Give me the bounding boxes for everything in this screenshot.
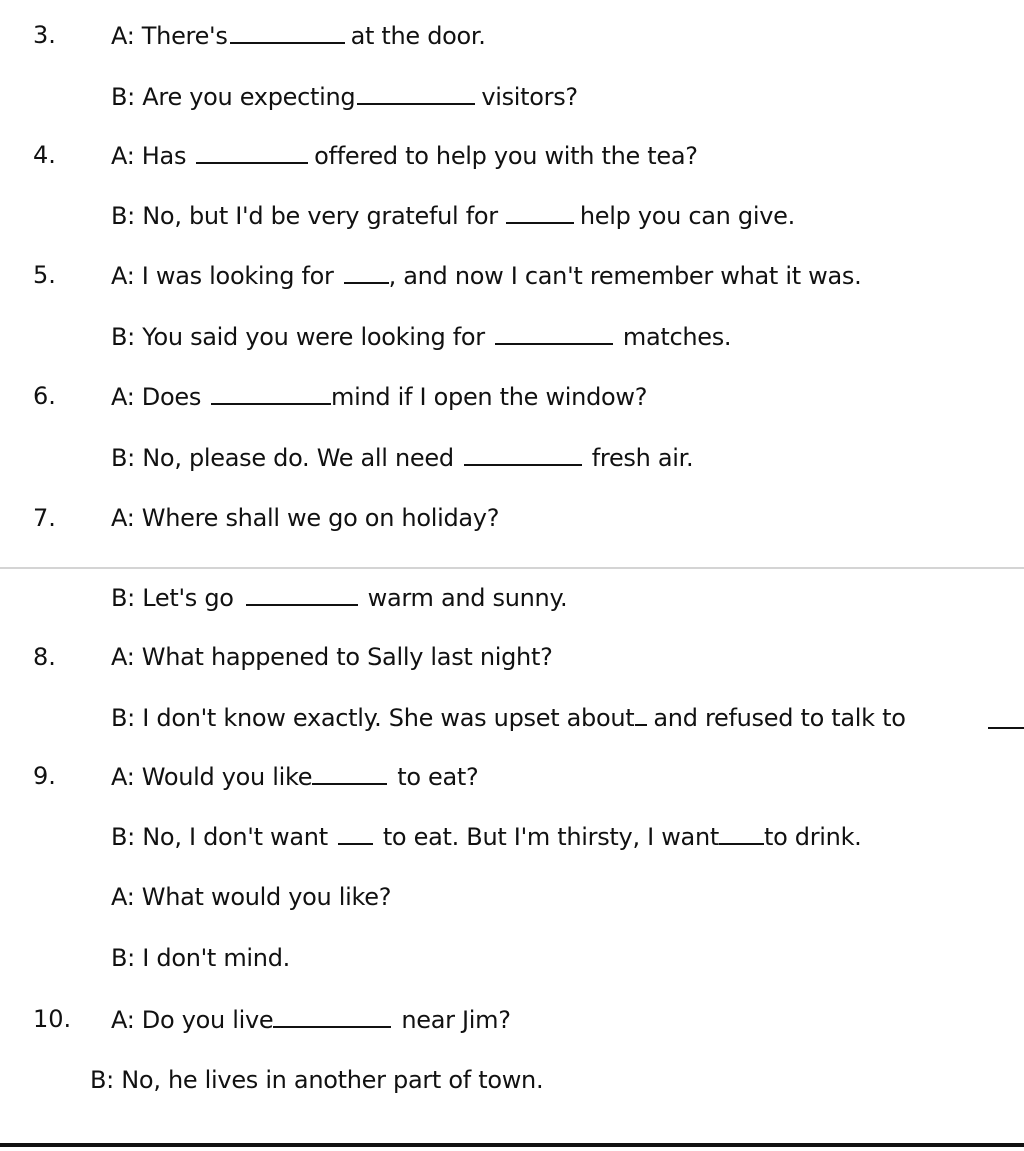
q3-line-b [111, 81, 578, 112]
q10-a-blank [273, 1004, 391, 1028]
q5-b-blank [495, 321, 613, 345]
q3-b-text-after: visitors? [481, 83, 578, 111]
q8-b-text-before: B: I don't know exactly. She was upset about [111, 704, 635, 732]
question-number-6: 6. [33, 382, 56, 410]
page-divider [0, 567, 1024, 569]
q4-line-b [111, 200, 795, 231]
q3-b-blank [357, 81, 475, 105]
question-number-5: 5. [33, 261, 56, 289]
question-number-7: 7. [33, 504, 56, 532]
q6-a-text-after: mind if I open the window? [331, 383, 648, 411]
q3-a-text-before: A: There's [111, 22, 228, 50]
q10-line-b: B: No, he lives in another part of town. [90, 1066, 544, 1094]
q4-a-text-after: offered to help you with the tea? [314, 142, 698, 170]
q7-b-text-after: warm and sunny. [367, 584, 568, 612]
question-number-8: 8. [33, 643, 56, 671]
q8-line-b [111, 702, 906, 733]
q9-a-blank [312, 761, 387, 785]
q8-b-blank-1 [635, 702, 647, 726]
q4-a-text-before: A: Has [111, 142, 187, 170]
q4-line-a [111, 140, 698, 171]
q7-b-blank [246, 582, 358, 606]
q5-b-text-after: matches. [622, 323, 732, 351]
q5-a-text-after: , and now I can't remember what it was. [388, 262, 862, 290]
q6-b-text-after: fresh air. [591, 444, 694, 472]
q6-a-blank [211, 381, 331, 405]
q9-b-text-before: B: No, I don't want [111, 823, 328, 851]
q4-a-blank [196, 140, 308, 164]
q5-a-text-before: A: I was looking for [111, 262, 334, 290]
q7-line-a: A: Where shall we go on holiday? [111, 504, 500, 532]
q6-line-a [111, 381, 647, 412]
q8-b-text-middle: and refused to talk to [653, 704, 906, 732]
q5-b-text-before: B: You said you were looking for [111, 323, 485, 351]
question-number-4: 4. [33, 141, 56, 169]
question-number-3: 3. [33, 21, 56, 49]
q9-a-text-after: to eat? [397, 763, 479, 791]
question-number-9: 9. [33, 762, 56, 790]
q9-b-text-after: to drink. [763, 823, 862, 851]
q4-b-text-before: B: No, but I'd be very grateful for [111, 202, 498, 230]
q8-line-a: A: What happened to Sally last night? [111, 643, 553, 671]
q5-line-b [111, 321, 731, 352]
q9-line-b [111, 821, 862, 852]
q3-a-blank [230, 20, 345, 44]
question-number-10: 10. [33, 1005, 72, 1033]
q9-b-blank-1 [338, 821, 373, 845]
q7-b-text-before: B: Let's go [111, 584, 234, 612]
q5-line-a [111, 260, 861, 291]
q10-a-text-after: near Jim? [401, 1006, 511, 1034]
q6-line-b [111, 442, 693, 473]
q3-b-text-before: B: Are you expecting [111, 83, 356, 111]
q7-line-b [111, 582, 567, 613]
q9-b-blank-2 [719, 821, 764, 845]
q3-line-a [111, 20, 486, 51]
q9-line-a2: A: What would you like? [111, 883, 392, 911]
q3-a-text-after: at the door. [350, 22, 486, 50]
q9-line-b2: B: I don't mind. [111, 944, 290, 972]
q9-b-text-middle: to eat. But I'm thirsty, I want [382, 823, 719, 851]
q6-a-text-before: A: Does [111, 383, 202, 411]
bottom-rule [0, 1143, 1024, 1147]
q6-b-text-before: B: No, please do. We all need [111, 444, 454, 472]
q5-a-blank [344, 260, 389, 284]
q8-b-blank-2 [988, 705, 1024, 729]
q10-a-text-before: A: Do you live [111, 1006, 274, 1034]
q9-line-a [111, 761, 478, 792]
q9-a-text-before: A: Would you like [111, 763, 313, 791]
q4-b-blank [506, 200, 574, 224]
q4-b-text-after: help you can give. [579, 202, 795, 230]
q10-line-a [111, 1004, 511, 1035]
q6-b-blank [464, 442, 582, 466]
